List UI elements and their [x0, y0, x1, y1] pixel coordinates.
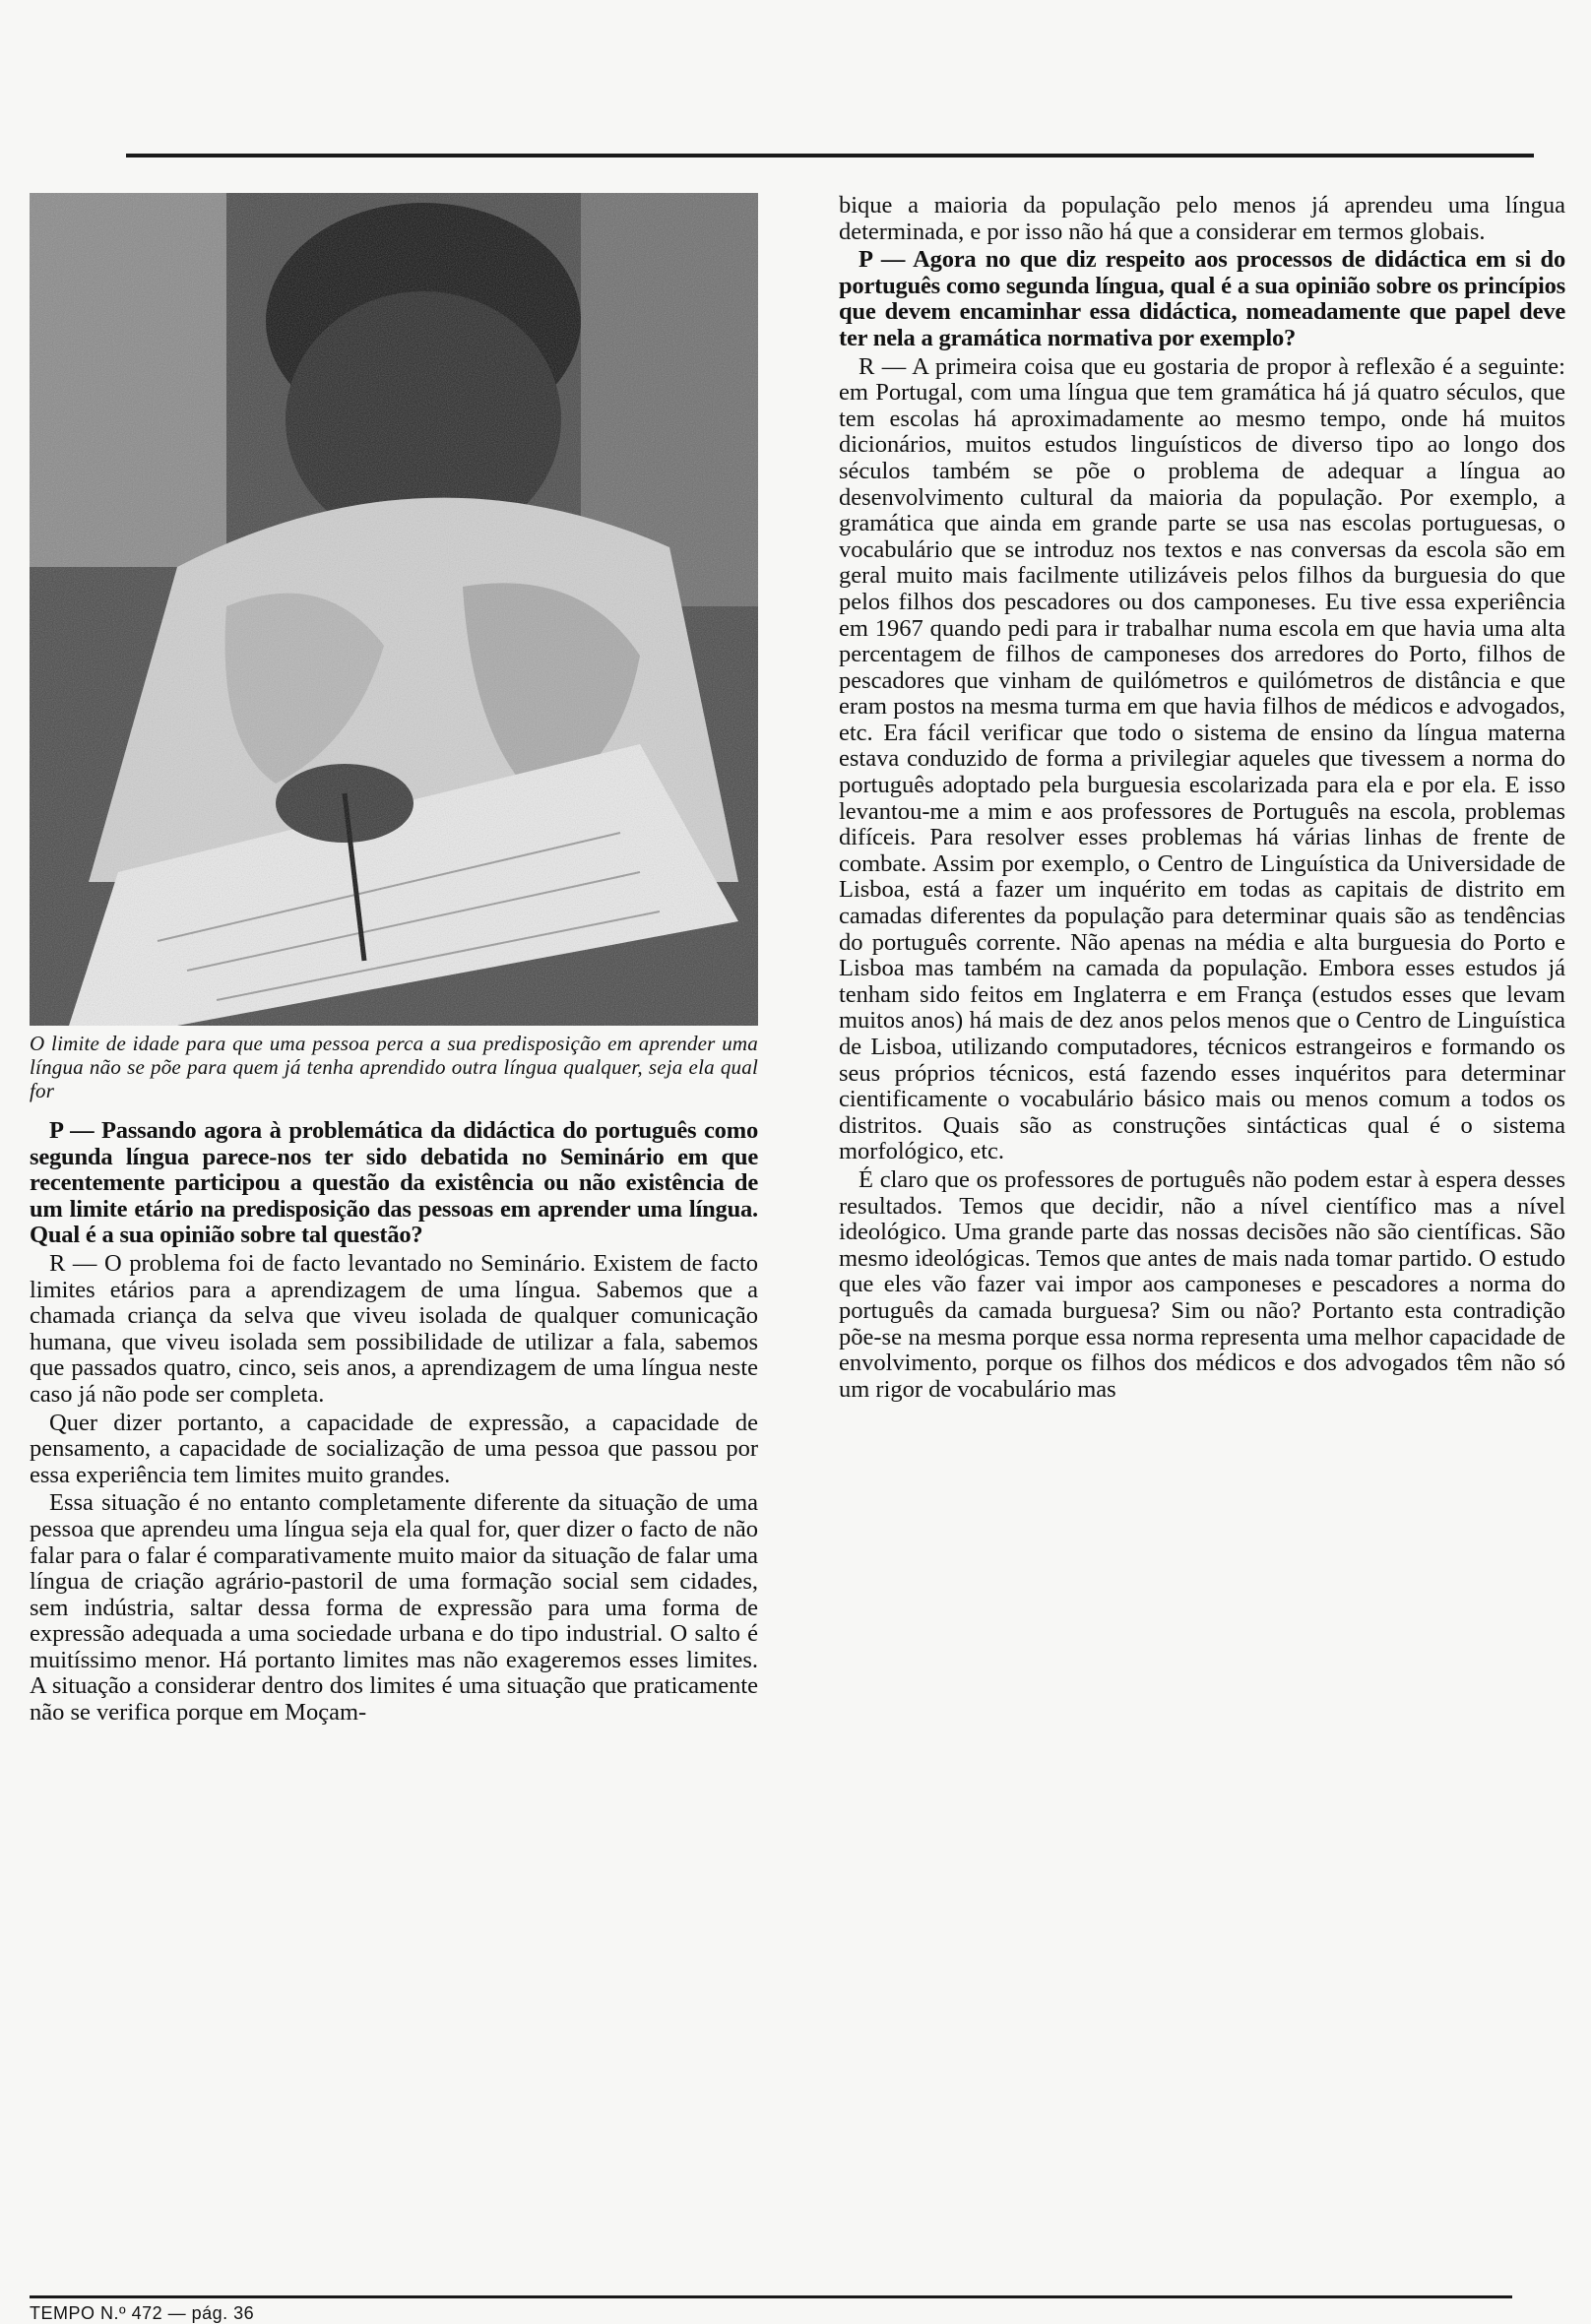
answer-paragraph: Essa situação é no entanto completamente diferente da situação de uma pessoa que aprendeu uma língua seja ela qual for, quer dizer o facto de não falar para o falar é comparativamente muito maior da situação de falar uma língua de criação agrário-pastoril de uma formação social sem cidades, sem indústria, saltar dessa forma de expressão para uma forma de expressão adequada a uma sociedade urbana e do tipo industrial. O salto é muitíssimo menor. Há portanto limites mas não exageremos esses limites. A situação a considerar dentro dos limites é uma situação que praticamente não se verifica porque em Moçam- [30, 1489, 758, 1727]
question-paragraph: P — Agora no que diz respeito aos processos de didáctica em si do português como segunda língua, qual é a sua opinião sobre os princípios que devem encaminhar essa didáctica, nomeadamente que papel deve ter nela a gramática normativa por exemplo? [839, 246, 1565, 351]
answer-paragraph: Quer dizer portanto, a capacidade de expressão, a capacidade de pensamento, a capacidade de socialização de uma pessoa que passou por essa experiência tem limites muito grandes. [30, 1409, 758, 1488]
article-page [30, 192, 1565, 2323]
bottom-rule [30, 2295, 1512, 2298]
left-column-text [30, 1118, 758, 1727]
answer-paragraph: R — A primeira coisa que eu gostaria de propor à reflexão é a seguinte: em Portugal, com uma língua que tem gramática há já quatro séculos, que tem escolas há aproximadamente ao mesmo tempo, onde há muitos dicionários, muitos estudos linguísticos de diverso tipo ao longo dos séculos também se põe o problema de adequar a língua ao desenvolvimento cultural da maioria da população. Por exemplo, a gramática que ainda em grande parte se usa nas escolas portuguesas, o vocabulário que se introduz nos textos e nas conversas da escola são em geral muito mais facilmente utilizáveis pelos filhos da burguesia do que pelos filhos dos pescadores ou dos camponeses. Eu tive essa experiência em 1967 quando pedi para ir trabalhar numa escola em que havia uma alta percentagem de filhos de camponeses dos arredores do Porto, filhos de pescadores que vinham de quilómetros e quilómetros de distância e que eram postos na mesma turma em que havia filhos de médicos e advogados, etc. Era fácil verificar que todo o sistema de ensino da língua materna estava conduzido de forma a privilegiar aqueles que tivessem a norma do português adoptado pela burguesia escolarizada para ela e por ela. E isso levantou-me a mim e aos professores de Português na escola, problemas difíceis. Para resolver esses problemas há várias linhas de frente de combate. Assim por exemplo, o Centro de Linguística da Universidade de Lisboa, está a fazer um inquérito em todas as capitais de distrito em camadas diferentes da população para determinar quais são as tendências do português corrente. Não apenas na média e alta burguesia do Porto e Lisboa mas também na camada da população. Embora esses estudos já tenham sido feitos em Inglaterra e em França (estudos esses que levam muitos anos) há mais de dez anos pelos menos que o Centro de Linguística de Lisboa, utilizando computadores, técnicos estrangeiros e formando os seus próprios técnicos, está fazendo esses inquéritos para determinar cientificamente o vocabulário básico mais ou menos comum a todos os distritos. Quais são as construções sintácticas qual é o sistema morfológico, etc. [839, 352, 1565, 1165]
right-column [839, 193, 1565, 1405]
right-column-text [839, 193, 1565, 1403]
page-footer: TEMPO N.º 472 — pág. 36 [30, 2303, 255, 2323]
top-rule [126, 154, 1534, 157]
left-column [30, 193, 758, 1728]
photo-child-writing [30, 193, 758, 1026]
answer-paragraph: É claro que os professores de português não podem estar à espera desses resultados. Temos que decidir, não a nível científico mas a nível ideológico. Uma grande parte das nossas decisões não são científicas. São mesmo ideológicas. Temos que antes de mais nada tomar partido. O estudo que eles vão fazer vai impor aos camponeses e pescadores a norma do português da camada burguesa? Sim ou não? Portanto esta contradição põe-se na mesma porque essa norma representa uma melhor capacidade de envolvimento, porque os filhos dos médicos e dos advogados têm não só um rigor de vocabulário mas [839, 1165, 1565, 1403]
photo-caption: O limite de idade para que uma pessoa perca a sua predisposição em aprender uma língua não se põe para quem já tenha aprendido outra língua qualquer, seja ela qual for [30, 1032, 758, 1102]
answer-paragraph: R — O problema foi de facto levantado no Seminário. Existem de facto limites etários para a aprendizagem de uma língua. Sabemos que a chamada criança da selva que viveu isolada de qualquer comunicação humana, que viveu isolada sem possibilidade de utilizar a fala, sabemos que passados quatro, cinco, seis anos, a aprendizagem de uma língua neste caso já não pode ser completa. [30, 1249, 758, 1408]
answer-paragraph: bique a maioria da população pelo menos já aprendeu uma língua determinada, e por isso não há que a considerar em termos globais. [839, 192, 1565, 245]
question-paragraph: P — Passando agora à problemática da didáctica do português como segunda língua parece-nos ter sido debatida no Seminário em que recentemente participou a questão da existência ou não existência de um limite etário na predisposição das pessoas em aprender uma língua. Qual é a sua opinião sobre tal questão? [30, 1117, 758, 1249]
